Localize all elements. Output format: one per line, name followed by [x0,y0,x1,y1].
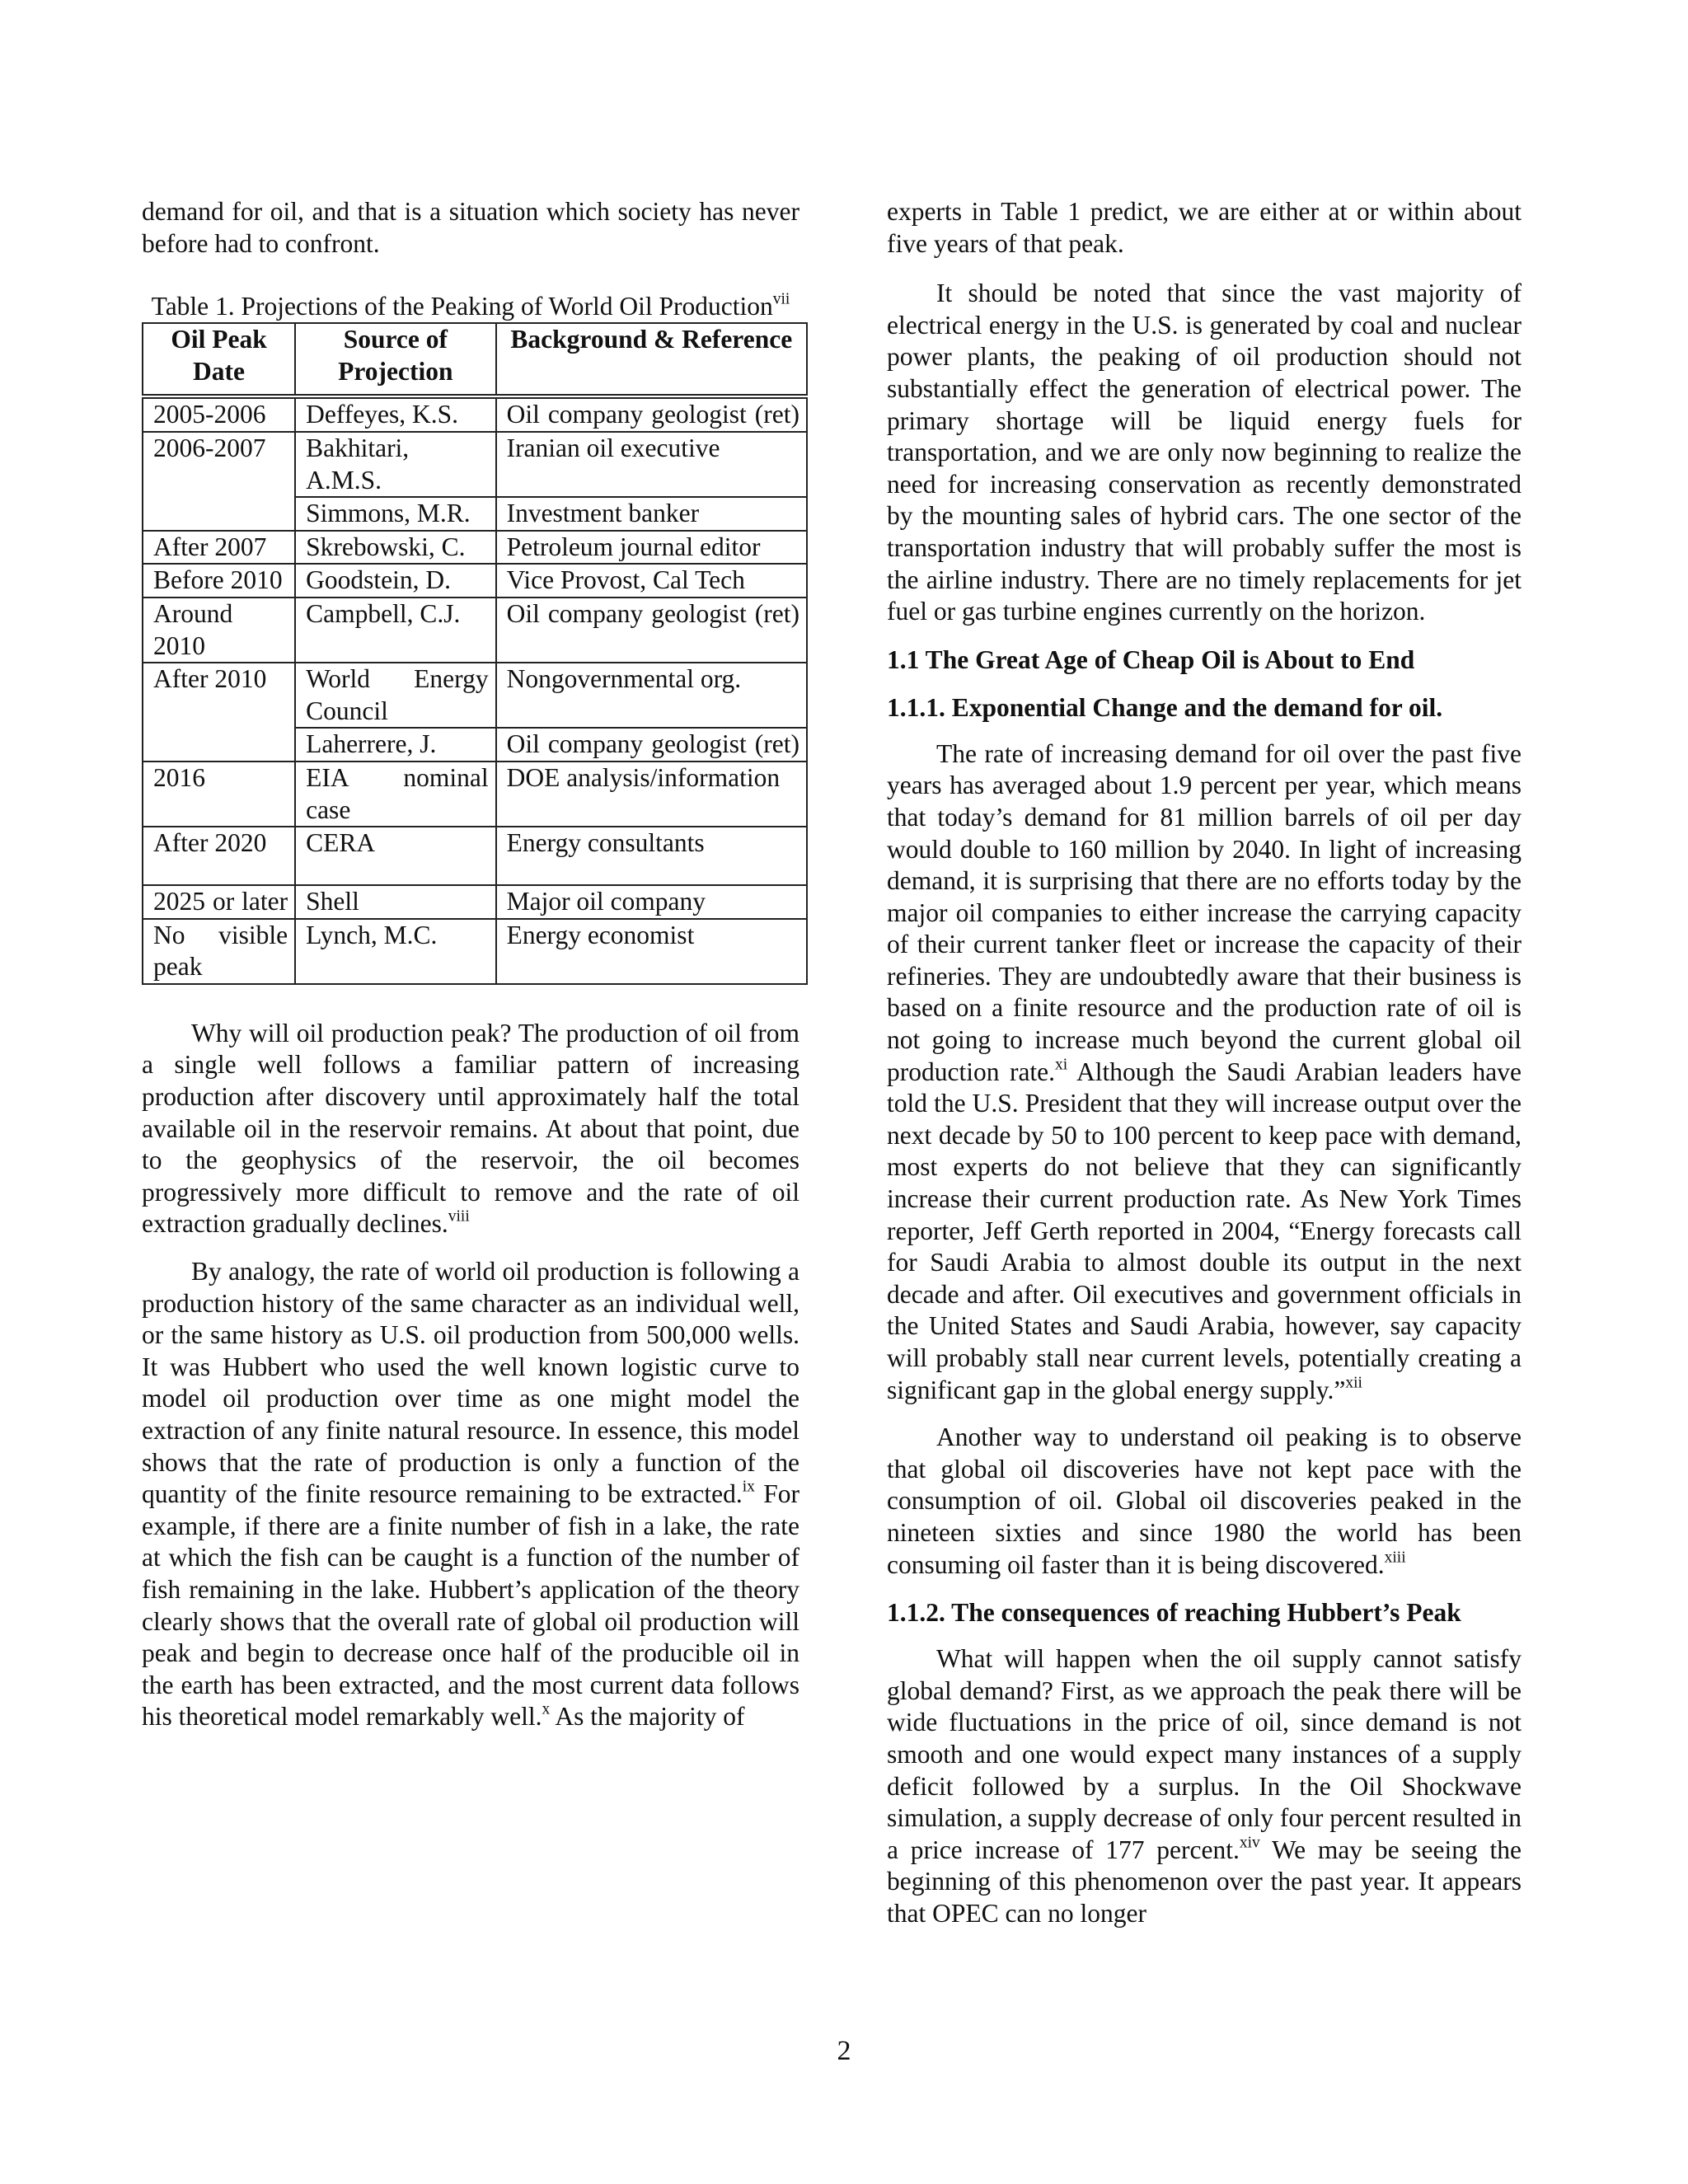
table-row [143,564,807,598]
cell-source: Lynch, M.C. [295,919,495,984]
body-paragraph: The rate of increasing demand for oil over the past five years has averaged about 1.9 percent per year, which means that today’s demand for 81 million barrels of oil per day would double to 160 million by 2040. In light of increasing demand, it is surprising that there are no efforts today by the major oil companies to either increase the carrying capacity of their current tanker fleet or increase the capacity of their refineries. They are undoubtedly aware that their business is based on a finite resource and the production rate of oil is not going to increase much beyond the current global oil production rate.$^{xi}$ Although the Saudi Arabian leaders have told the U.S. President that they will increase output over the next decade by 50 to 100 percent to keep pace with demand, most experts do not believe that they can significantly increase their current production rate. As New York Times reporter, Jeff Gerth reported in 2004, “Energy forecasts call for Saudi Arabia to almost double its output in the next decade and after. Oil executives and government officials in the United States and Saudi Arabia, however, say capacity will probably stall near current levels, potentially creating a significant gap in the global energy supply.”$^{xii}$ [887,738,1522,1404]
cell-date: No visible peak [143,919,295,984]
cell-source: Laherrere, J. [295,728,495,762]
footnote-ref: xiv [1239,1834,1260,1852]
cell-background: Oil company geologist (ret) [496,396,807,432]
cell-background: Major oil company [496,885,807,919]
cell-source: Skrebowski, C. [295,531,495,565]
cell-background: Vice Provost, Cal Tech [496,564,807,598]
page-number: 2 [837,2036,851,2066]
body-paragraph: By analogy, the rate of world oil production is following a production history of the same character as an individual well, or the same history as U.S. oil production from 500,000 wells. It was Hubbert who used the well known logistic curve to model oil production over time as one might model the extraction of any finite natural resource. In essence, this model shows that the rate of production is only a function of the quantity of the finite resource remaining to be extracted.$^{ix}$ For example, if there are a finite number of fish in a lake, the rate at which the fish can be caught is a function of the number of fish remaining in the lake. Hubbert’s application of the theory clearly shows that the overall rate of global oil production will peak and begin to decrease once half of the producible oil in the earth has been extracted, and the most current data follows his theoretical model remarkably well.$^x$ As the majority of [142,1257,799,1732]
table-row [143,432,807,497]
cell-source: Campbell, C.J. [295,598,495,663]
cell-background: Iranian oil executive [496,432,807,497]
footnote-ref: x [542,1700,551,1718]
cell-background: Investment banker [496,497,807,531]
header-background: Background & Reference [496,323,807,396]
left-column [142,196,799,1733]
subsection-heading: 1.1.2. The consequences of reaching Hubbert’s Peak [887,1598,1461,1628]
right-column [887,196,1522,1930]
body-paragraph: Another way to understand oil peaking is to observe that global oil discoveries have not kept pace with the consumption of oil. Global oil discoveries peaked in the nineteen sixties and since 1980 the world has been consuming oil faster than it is being discovered.$^{xiii}$ [887,1422,1522,1579]
body-paragraph: It should be noted that since the vast majority of electrical energy in the U.S. is generated by coal and nuclear power plants, the peaking of oil production should not substantially effect the generation of electrical power. The primary shortage will be liquid energy fuels for transportation, and we are only now beginning to realize the need for increasing conservation as recently demonstrated by the mounting sales of hybrid cars. The one sector of the transportation industry that will probably suffer the most is the airline industry. There are no timely replacements for jet fuel or gas turbine engines currently on the horizon. [887,279,1522,626]
cell-background: Energy economist [496,919,807,984]
cell-date: 2005-2006 [143,396,295,432]
cell-background: Petroleum journal editor [496,531,807,565]
cell-source: Simmons, M.R. [295,497,495,531]
table-header-row [143,323,807,396]
footnote-ref: vii [772,290,790,308]
subsection-heading: 1.1.1. Exponential Change and the demand for oil. [887,692,1443,722]
cell-date: Around 2010 [143,598,295,663]
cell-date: After 2020 [143,827,295,885]
header-oil-peak-date: Oil Peak Date [143,323,295,396]
table-row [143,919,807,984]
table-row [143,762,807,827]
body-paragraph: Why will oil production peak? The production of oil from a single well follows a familiar pattern of increasing production after discovery until approximately half the total available oil in the reservoir remains. At about that point, due to the geophysics of the reservoir, the oil becomes progressively more difficult to remove and the rate of oil extraction gradually declines.$^{viii}$ [142,1018,799,1239]
cell-date: Before 2010 [143,564,295,598]
footnote-ref: ix [742,1478,755,1496]
cell-source: EIA nominal case [295,762,495,827]
cell-background: DOE analysis/information [496,762,807,827]
cell-source: Goodstein, D. [295,564,495,598]
table-row [143,885,807,919]
cell-source: Shell [295,885,495,919]
table-row [143,663,807,728]
cell-background: Energy consultants [496,827,807,885]
footnote-ref: xiii [1384,1548,1406,1566]
cell-date: 2006-2007 [143,432,295,531]
cell-date: After 2010 [143,663,295,762]
footnote-ref: viii [448,1207,470,1226]
footnote-ref: xii [1345,1373,1362,1391]
table-row [143,827,807,885]
cell-source: Bakhitari, A.M.S. [295,432,495,497]
cell-date: 2016 [143,762,295,827]
cell-background: Nongovernmental org. [496,663,807,728]
intro-paragraph: demand for oil, and that is a situation which society has never before had to confront. [142,197,799,258]
footnote-ref: xi [1055,1056,1068,1073]
cell-source: Deffeyes, K.S. [295,396,495,432]
cell-background: Oil company geologist (ret) [496,598,807,663]
cell-source: World Energy Council [295,663,495,728]
table-row [143,598,807,663]
body-paragraph: What will happen when the oil supply cannot satisfy global demand? First, as we approach the peak there will be wide fluctuations in the price of oil, since demand is not smooth and one would expect many instances of a supply deficit followed by a surplus. In the Oil Shockwave simulation, a supply decrease of only four percent resulted in a price increase of 177 percent.$^{xiv}$ We may be seeing the beginning of this phenomenon over the past year. It appears that OPEC can no longer [887,1644,1522,1928]
cell-background: Oil company geologist (ret) [496,728,807,762]
table-caption: Table 1. Projections of the Peaking of World Oil Production$^{vii}$ [151,290,790,321]
cell-date: 2025 or later [143,885,295,919]
peak-projections-table [142,322,808,985]
cell-date: After 2007 [143,531,295,565]
table-row [143,396,807,432]
body-paragraph: experts in Table 1 predict, we are either at or within about five years of that peak. [887,197,1522,258]
header-source: Source of Projection [295,323,495,396]
cell-source: CERA [295,827,495,885]
section-heading: 1.1 The Great Age of Cheap Oil is About to End [887,644,1415,674]
table-row [143,531,807,565]
